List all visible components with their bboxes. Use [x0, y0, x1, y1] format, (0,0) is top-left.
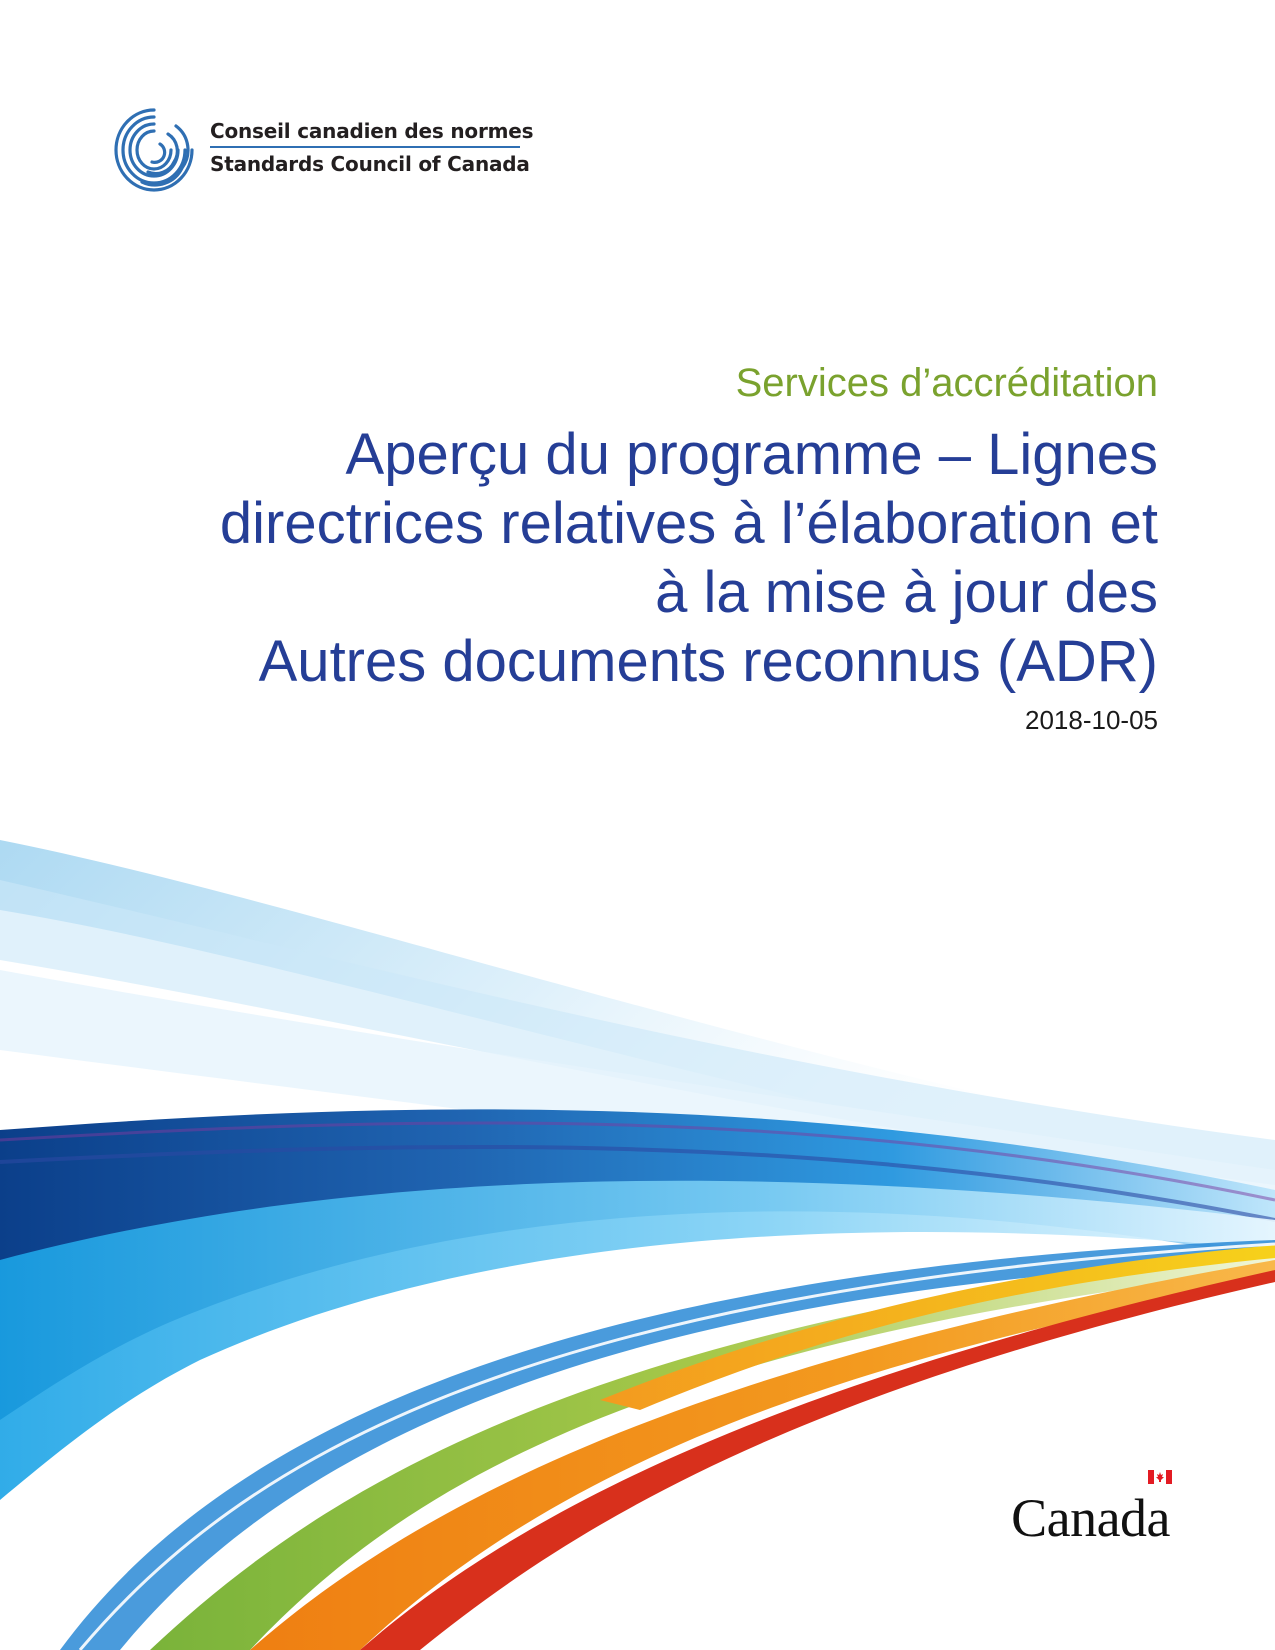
- document-title-line-3: à la mise à jour des: [655, 560, 1158, 625]
- document-title-line-4: Autres documents reconnus (ADR): [258, 629, 1158, 694]
- organization-name-english: Standards Council of Canada: [210, 151, 530, 176]
- canada-wordmark-text: Canada: [1011, 1488, 1170, 1548]
- scc-spiral-logo-icon: [112, 104, 196, 196]
- organization-name: [210, 118, 534, 177]
- organization-name-divider: [210, 146, 520, 148]
- document-title-line-2: directrices relatives à l’élaboration et: [219, 491, 1158, 556]
- service-label: Services d’accréditation: [735, 361, 1158, 405]
- organization-name-french: Conseil canadien des normes: [210, 119, 534, 143]
- document-title-line-1: Aperçu du programme – Lignes: [345, 422, 1158, 487]
- canada-wordmark: [1011, 1476, 1170, 1546]
- document-date: 2018-10-05: [1025, 705, 1158, 735]
- organization-logo-block: [112, 104, 532, 204]
- cover-title-block: [118, 360, 1158, 736]
- canada-flag-icon: [1148, 1470, 1172, 1484]
